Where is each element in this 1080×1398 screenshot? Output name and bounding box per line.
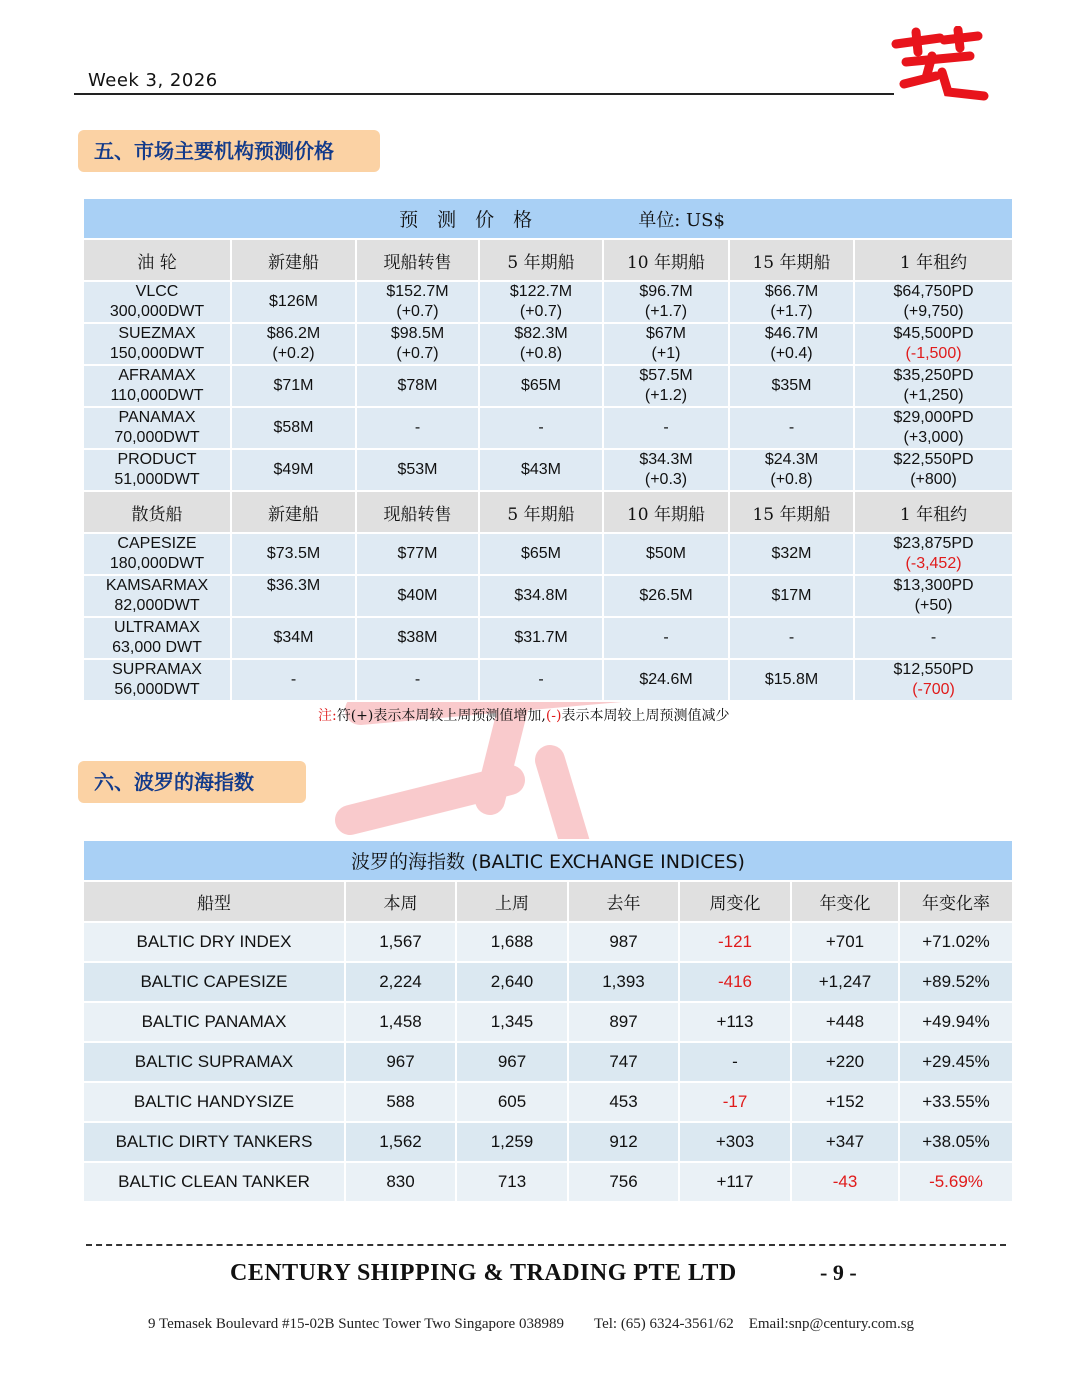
table-row [83, 281, 1013, 323]
cell-value: $43M [520, 461, 562, 478]
cell-change: (+0.8) [770, 471, 813, 488]
cell-change: (+50) [914, 597, 953, 614]
index-value-cell: -17 [679, 1082, 791, 1122]
note-text-1: 符 [336, 708, 351, 724]
cell-change: 56,000DWT [114, 681, 200, 698]
vessel-type-cell [83, 617, 231, 659]
index-name-cell: BALTIC PANAMAX [83, 1002, 345, 1042]
index-value-cell: +220 [791, 1042, 899, 1082]
cell-value: $34.3M [639, 451, 693, 468]
price-cell [479, 617, 603, 659]
index-name-cell: BALTIC CLEAN TANKER [83, 1162, 345, 1202]
cell-change: (+9,750) [903, 303, 964, 320]
price-cell [231, 365, 356, 407]
cell-value: KAMSARMAX [105, 577, 209, 594]
cell-change: (+0.4) [770, 345, 813, 362]
section5-title: 五、市场主要机构预测价格 [78, 130, 380, 172]
cell-change: (+1,250) [903, 387, 964, 404]
vessel-type-cell [83, 407, 231, 449]
forecast-table-title: 预 测 价 格 [399, 209, 533, 231]
cell-value: $65M [520, 377, 562, 394]
column-header: 现船转售 [356, 491, 479, 533]
cell-change: 63,000 DWT [112, 639, 202, 656]
cell-value: $45,500PD [893, 325, 974, 342]
index-value-cell: 830 [345, 1162, 456, 1202]
cell-value: $122.7M [509, 283, 573, 300]
index-value-cell: 756 [568, 1162, 679, 1202]
footer-company: CENTURY SHIPPING & TRADING PTE LTD [230, 1260, 737, 1286]
price-cell [603, 365, 729, 407]
index-name-cell: BALTIC CAPESIZE [83, 962, 345, 1002]
note-label: 注: [318, 708, 337, 724]
cell-value: - [788, 629, 795, 646]
price-cell [479, 575, 603, 617]
company-logo-icon [886, 26, 990, 102]
index-value-cell: 1,345 [456, 1002, 568, 1042]
cell-value: $22,550PD [893, 451, 974, 468]
cell-change: 82,000DWT [114, 597, 200, 614]
column-header: 船型 [83, 881, 345, 922]
cell-change: 180,000DWT [109, 555, 205, 572]
table-row [83, 617, 1013, 659]
cell-change: (+1.2) [644, 387, 688, 404]
price-cell [729, 533, 854, 575]
price-cell [356, 575, 479, 617]
column-header: 周变化 [679, 881, 791, 922]
cell-change: (-3,452) [905, 555, 962, 572]
cell-value: $64,750PD [893, 283, 974, 300]
forecast-unit: 单位: US$ [638, 210, 725, 231]
vessel-type-cell [83, 323, 231, 365]
price-cell [356, 449, 479, 491]
page-number: - 9 - [820, 1260, 857, 1285]
index-value-cell: +303 [679, 1122, 791, 1162]
index-value-cell: +49.94% [899, 1002, 1013, 1042]
cell-change: 51,000DWT [114, 471, 200, 488]
index-value-cell: 1,567 [345, 922, 456, 962]
price-cell [479, 281, 603, 323]
cell-change: (+1.7) [770, 303, 813, 320]
index-value-cell: +1,247 [791, 962, 899, 1002]
cell-value: $36.3M [266, 577, 321, 594]
cell-value: - [663, 419, 669, 436]
cell-value: PRODUCT [117, 451, 197, 468]
table-row [83, 962, 1013, 1002]
header-rule [74, 93, 894, 95]
price-cell [231, 449, 356, 491]
cell-value: - [538, 671, 544, 688]
cell-value: $13,300PD [893, 577, 974, 594]
cell-value: $66.7M [764, 283, 819, 300]
index-value-cell: 967 [345, 1042, 456, 1082]
price-cell [603, 281, 729, 323]
index-value-cell: +701 [791, 922, 899, 962]
price-cell [854, 449, 1013, 491]
table-row [83, 407, 1013, 449]
cell-value: $34.8M [514, 587, 568, 604]
column-header: 油 轮 [83, 239, 231, 281]
section6-title: 六、波罗的海指数 [78, 761, 306, 803]
price-cell [603, 449, 729, 491]
forecast-price-table [82, 197, 1014, 702]
price-cell [231, 407, 356, 449]
index-value-cell: +38.05% [899, 1122, 1013, 1162]
index-value-cell: +29.45% [899, 1042, 1013, 1082]
column-header: 新建船 [231, 491, 356, 533]
table-row [83, 449, 1013, 491]
cell-value: $26.5M [639, 587, 693, 604]
cell-value: PANAMAX [118, 409, 196, 426]
table-row [83, 1082, 1013, 1122]
table-row [83, 1122, 1013, 1162]
cell-value: $71M [273, 377, 314, 394]
cell-value: $65M [520, 545, 562, 562]
index-value-cell: 1,259 [456, 1122, 568, 1162]
price-cell [854, 407, 1013, 449]
cell-value: ULTRAMAX [114, 619, 200, 636]
price-cell [479, 659, 603, 701]
vessel-type-cell [83, 575, 231, 617]
column-header: 15 年期船 [729, 239, 854, 281]
table-row [83, 659, 1013, 701]
price-cell [729, 365, 854, 407]
price-cell [854, 281, 1013, 323]
cell-value: $40M [397, 587, 438, 604]
cell-value: $31.7M [514, 629, 568, 646]
cell-value: - [290, 671, 297, 688]
week-label: Week 3, 2026 [88, 70, 218, 91]
cell-value: $53M [397, 461, 438, 478]
price-cell [356, 533, 479, 575]
cell-value: $49M [273, 461, 314, 478]
vessel-type-cell [83, 281, 231, 323]
index-value-cell: 987 [568, 922, 679, 962]
index-name-cell: BALTIC DIRTY TANKERS [83, 1122, 345, 1162]
cell-value: CAPESIZE [117, 535, 197, 552]
cell-value: $67M [645, 325, 687, 342]
cell-value: $23,875PD [893, 535, 974, 552]
cell-value: - [414, 419, 421, 436]
cell-value: $82.3M [514, 325, 568, 342]
price-cell [356, 281, 479, 323]
note-text-2: 表示本周较上周预测值增加, [373, 708, 546, 724]
column-header: 上周 [456, 881, 568, 922]
price-cell [603, 323, 729, 365]
index-value-cell: 1,393 [568, 962, 679, 1002]
price-cell [479, 449, 603, 491]
column-header: 10 年期船 [603, 239, 729, 281]
price-cell [603, 407, 729, 449]
cell-value: $32M [771, 545, 812, 562]
cell-value: $58M [273, 419, 314, 436]
index-value-cell: +113 [679, 1002, 791, 1042]
price-cell [854, 323, 1013, 365]
cell-value: $35,250PD [893, 367, 974, 384]
cell-value: $38M [397, 629, 438, 646]
table-row [83, 533, 1013, 575]
index-value-cell: +33.55% [899, 1082, 1013, 1122]
cell-value: $17M [771, 587, 812, 604]
note-minus: (-) [545, 708, 562, 724]
index-value-cell: -121 [679, 922, 791, 962]
index-value-cell: +347 [791, 1122, 899, 1162]
cell-change: (+0.8) [519, 345, 563, 362]
table-row [83, 323, 1013, 365]
cell-value: $73.5M [266, 545, 321, 562]
table-row [83, 575, 1013, 617]
column-header: 新建船 [231, 239, 356, 281]
price-cell [356, 617, 479, 659]
cell-value: - [930, 629, 937, 646]
price-cell [231, 323, 356, 365]
table-row [83, 1002, 1013, 1042]
index-value-cell: -5.69% [899, 1162, 1013, 1202]
index-value-cell: 1,688 [456, 922, 568, 962]
forecast-table-title-cell [83, 198, 1013, 239]
index-name-cell: BALTIC DRY INDEX [83, 922, 345, 962]
vessel-type-cell [83, 533, 231, 575]
baltic-index-table [82, 839, 1014, 1203]
cell-value: $12,550PD [893, 661, 974, 678]
column-header: 15 年期船 [729, 491, 854, 533]
index-value-cell: 605 [456, 1082, 568, 1122]
cell-change: (+0.7) [519, 303, 563, 320]
price-cell [729, 659, 854, 701]
cell-value: - [788, 419, 795, 436]
price-cell [356, 407, 479, 449]
index-value-cell: -43 [791, 1162, 899, 1202]
price-cell [854, 533, 1013, 575]
cell-value: - [538, 419, 544, 436]
cell-value: VLCC [135, 283, 179, 300]
price-cell [356, 659, 479, 701]
index-value-cell: 967 [456, 1042, 568, 1082]
column-header: 年变化 [791, 881, 899, 922]
footer-divider [86, 1244, 1006, 1246]
cell-change: (-700) [912, 681, 955, 698]
column-header: 1 年租约 [854, 491, 1013, 533]
price-cell [854, 575, 1013, 617]
cell-change: (+3,000) [903, 429, 964, 446]
cell-value: SUEZMAX [118, 325, 196, 342]
table-row [83, 1162, 1013, 1202]
price-cell [479, 323, 603, 365]
note-plus: (+) [350, 708, 374, 724]
price-cell [729, 407, 854, 449]
column-header: 本周 [345, 881, 456, 922]
cell-change: (-1,500) [905, 345, 962, 362]
price-cell [479, 533, 603, 575]
cell-value: $50M [645, 545, 687, 562]
index-value-cell: 2,224 [345, 962, 456, 1002]
column-header: 散货船 [83, 491, 231, 533]
cell-value: $34M [273, 629, 314, 646]
cell-value: $152.7M [386, 283, 449, 300]
cell-change: (+1) [651, 345, 681, 362]
index-value-cell: 588 [345, 1082, 456, 1122]
cell-change: 300,000DWT [109, 303, 205, 320]
tanker-header-row [83, 239, 1013, 281]
price-cell [356, 365, 479, 407]
price-cell [729, 281, 854, 323]
index-value-cell: +117 [679, 1162, 791, 1202]
price-cell [231, 659, 356, 701]
column-header: 去年 [568, 881, 679, 922]
price-cell [729, 323, 854, 365]
index-value-cell: 713 [456, 1162, 568, 1202]
index-value-cell: 1,458 [345, 1002, 456, 1042]
cell-change: 70,000DWT [114, 429, 200, 446]
price-cell [854, 659, 1013, 701]
price-cell [356, 323, 479, 365]
column-header: 5 年期船 [479, 239, 603, 281]
cell-change: (+0.7) [396, 303, 439, 320]
price-cell [231, 533, 356, 575]
cell-change: (+0.2) [272, 345, 315, 362]
index-value-cell: +89.52% [899, 962, 1013, 1002]
price-cell [729, 617, 854, 659]
cell-value: - [663, 629, 669, 646]
price-cell [479, 365, 603, 407]
cell-value: $77M [397, 545, 438, 562]
index-value-cell: 453 [568, 1082, 679, 1122]
vessel-type-cell [83, 449, 231, 491]
baltic-header-row [83, 881, 1013, 922]
price-cell [231, 281, 356, 323]
column-header: 1 年租约 [854, 239, 1013, 281]
index-value-cell: +448 [791, 1002, 899, 1042]
index-name-cell: BALTIC HANDYSIZE [83, 1082, 345, 1122]
price-cell [231, 617, 356, 659]
index-value-cell: 1,562 [345, 1122, 456, 1162]
baltic-table-title: 波罗的海指数 (BALTIC EXCHANGE INDICES) [83, 840, 1013, 881]
price-cell [603, 575, 729, 617]
index-value-cell: - [679, 1042, 791, 1082]
cell-value: $57.5M [639, 367, 693, 384]
cell-value: $86.2M [266, 325, 321, 342]
index-value-cell: +71.02% [899, 922, 1013, 962]
price-cell [603, 533, 729, 575]
cell-value: $35M [771, 377, 812, 394]
cell-value: SUPRAMAX [112, 661, 202, 678]
column-header: 10 年期船 [603, 491, 729, 533]
index-value-cell: -416 [679, 962, 791, 1002]
index-value-cell: +152 [791, 1082, 899, 1122]
column-header: 年变化率 [899, 881, 1013, 922]
cell-value: $96.7M [639, 283, 693, 300]
index-value-cell: 912 [568, 1122, 679, 1162]
cell-value: $46.7M [764, 325, 819, 342]
forecast-note [318, 705, 729, 725]
table-row [83, 922, 1013, 962]
bulk-header-row [83, 491, 1013, 533]
price-cell [729, 449, 854, 491]
price-cell [854, 617, 1013, 659]
cell-value: $98.5M [390, 325, 445, 342]
cell-value: $24.3M [764, 451, 819, 468]
cell-value: $78M [397, 377, 438, 394]
price-cell [231, 575, 356, 617]
footer-address: 9 Temasek Boulevard #15-02B Suntec Tower Two Singapore 038989 Tel: (65) 6324-3561/62 Email:snp@century.com.sg [148, 1316, 915, 1332]
table-row [83, 365, 1013, 407]
cell-value: $24.6M [639, 671, 693, 688]
index-value-cell: 747 [568, 1042, 679, 1082]
column-header: 5 年期船 [479, 491, 603, 533]
price-cell [854, 365, 1013, 407]
cell-value: $126M [269, 293, 318, 310]
cell-change: 110,000DWT [110, 387, 204, 404]
note-text-3: 表示本周较上周预测值减少 [561, 708, 730, 724]
cell-value: - [414, 671, 421, 688]
table-row [83, 1042, 1013, 1082]
cell-change: (+800) [910, 471, 957, 488]
index-name-cell: BALTIC SUPRAMAX [83, 1042, 345, 1082]
cell-value: AFRAMAX [118, 367, 196, 384]
price-cell [603, 659, 729, 701]
cell-change: (+0.7) [396, 345, 439, 362]
vessel-type-cell [83, 365, 231, 407]
cell-change: 150,000DWT [109, 345, 205, 362]
index-value-cell: 2,640 [456, 962, 568, 1002]
price-cell [729, 575, 854, 617]
cell-value: $15.8M [764, 671, 819, 688]
cell-change: (+1.7) [644, 303, 688, 320]
cell-value: $29,000PD [893, 409, 974, 426]
index-value-cell: 897 [568, 1002, 679, 1042]
price-cell [603, 617, 729, 659]
cell-change: (+0.3) [644, 471, 688, 488]
column-header: 现船转售 [356, 239, 479, 281]
vessel-type-cell [83, 659, 231, 701]
price-cell [479, 407, 603, 449]
